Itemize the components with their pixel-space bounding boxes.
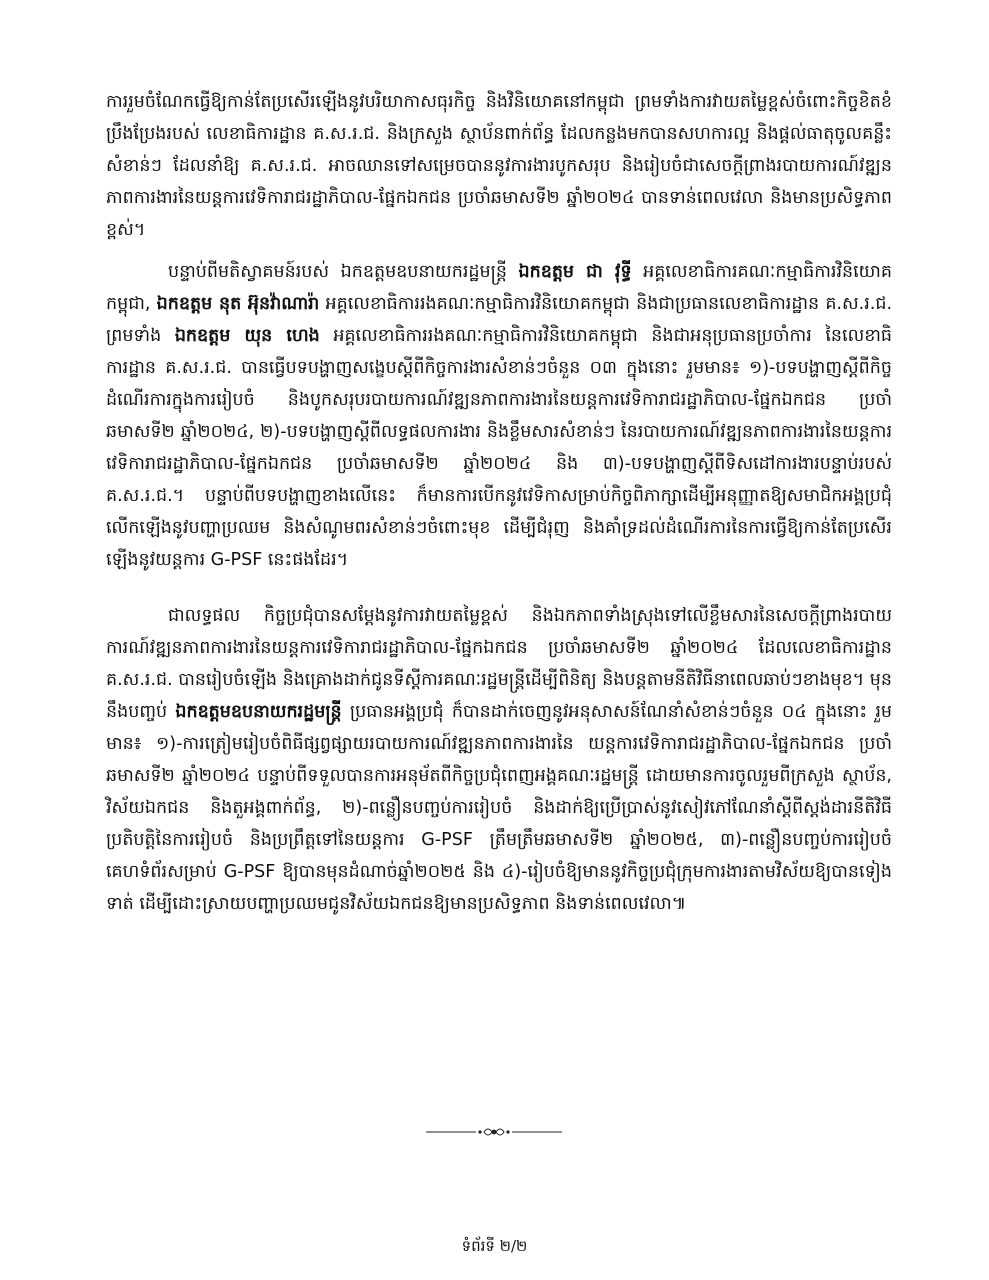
- paragraph-2: [106, 256, 892, 576]
- paragraph-1-text: ការរួមចំណែកធ្វើឱ្យកាន់តែប្រសើរឡើងនូវបរិយាកាសធុរកិច្ច និងវិនិយោគនៅកម្ពុជា ព្រមទាំងការវាយតម្លៃខ្ពស់ចំពោះកិច្ចខិតខំប្រឹងប្រែងរបស់ លេខាធិការដ្ឋាន គ.ស.រ.ជ. និងក្រសួង ស្ថាប័នពាក់ព័ន្ធ ដែលកន្លងមកបានសហការល្អ និងផ្តល់ធាតុចូលគន្លឹះសំខាន់ៗ ដែលនាំឱ្យ គ.ស.រ.ជ. អាចឈានទៅសម្រេចបាននូវការងារបូកសរុប និងរៀបចំជាសេចក្តីព្រាងរបាយការណ៍វឌ្ឍនភាពការងារនៃយន្តការវេទិការាជរដ្ឋាភិបាល-ផ្នែកឯកជន ប្រចាំឆមាសទី២ ឆ្នាំ២០២៤ បានទាន់ពេលវេលា និងមានប្រសិទ្ធភាពខ្ពស់។: [106, 92, 892, 240]
- official-name-yun-heng: ឯកឧត្តម យុន ហេង: [174, 326, 320, 346]
- document-body: [106, 86, 892, 920]
- paragraph-2-text-b: អគ្គលេខាធិការគណៈកម្មាធិការវិនិយោគកម្ពុជា,: [106, 262, 892, 314]
- paragraph-3-text-a: ជាលទ្ធផល កិច្ចប្រជុំបានសម្តែងនូវការវាយតម្លៃខ្ពស់ និងឯកភាពទាំងស្រុងទៅលើខ្លឹមសារនៃសេចក្តីព្រាងរបាយការណ៍វឌ្ឍនភាពការងារនៃយន្តការវេទិការាជរដ្ឋាភិបាល-ផ្នែកឯកជន ប្រចាំឆមាសទី២ ឆ្នាំ២០២៤ ដែលលេខាធិការដ្ឋាន គ.ស.រ.ជ. បានរៀបចំឡើង និងគ្រោងដាក់ជូនទីស្តីការគណៈរដ្ឋមន្ត្រីដើម្បីពិនិត្យ និងបន្តតាមនីតិវិធីនាពេលឆាប់ៗខាងមុខ។ មុននឹងបញ្ចប់: [106, 606, 892, 722]
- paragraph-3-text-b: ប្រធានអង្គប្រជុំ ក៏បានដាក់ចេញនូវអនុសាសន៍ណែនាំសំខាន់ៗចំនួន ០៤ ក្នុងនោះ រួមមាន៖ ១)-ការត្រៀមរៀបចំពិធីផ្សព្វផ្សាយរបាយការណ៍វឌ្ឍនភាពការងារនៃ យន្តការវេទិការាជរដ្ឋាភិបាល-ផ្នែកឯកជន ប្រចាំឆមាសទី២ ឆ្នាំ២០២៤ បន្ទាប់ពីទទួលបានការអនុម័តពីកិច្ចប្រជុំពេញអង្គគណៈរដ្ឋមន្ត្រី ដោយមានការចូលរួមពីក្រសួង ស្ថាប័ន, វិស័យឯកជន និងតួអង្គពាក់ព័ន្ធ, ២)-ពន្លឿនបញ្ចប់ការរៀបចំ និងដាក់ឱ្យប្រើប្រាស់នូវសៀវភៅណែនាំស្តីពីស្តង់ដារនីតិវិធីប្រតិបត្តិនៃការរៀបចំ និងប្រព្រឹត្តទៅនៃយន្តការ G-PSF ត្រឹមត្រឹមឆមាសទី២ ឆ្នាំ២០២៥, ៣)-ពន្លឿនបញ្ចប់ការរៀបចំគេហទំព័រសម្រាប់ G-PSF ឱ្យបានមុនដំណាច់ឆ្នាំ២០២៥ និង ៤)-រៀបចំឱ្យមាននូវកិច្ចប្រជុំក្រុមការងារតាមវិស័យឱ្យបានទៀងទាត់ ដើម្បីដោះស្រាយបញ្ហាប្រឈមជូនវិស័យឯកជនឱ្យមានប្រសិទ្ធភាព និងទាន់ពេលវេលា៕: [106, 702, 892, 914]
- paragraph-3: [106, 600, 892, 920]
- deputy-prime-minister-title: ឯកឧត្តមឧបនាយករដ្ឋមន្ត្រី: [175, 702, 342, 722]
- paragraph-2-text-c: អគ្គលេខាធិការរងគណៈកម្មាធិការវិនិយោគកម្ពុជា និងជាប្រធានលេខាធិការដ្ឋាន គ.ស.រ.ជ. ព្រមទាំង: [106, 294, 893, 346]
- official-name-nut-unvanra: ឯកឧត្តម នុត អ៊ុនវ៉ាណារ៉ា: [156, 294, 320, 314]
- paragraph-1: [106, 86, 892, 246]
- paragraph-2-text-a: បន្ទាប់ពីមតិស្វាគមន៍របស់ ឯកឧត្តមឧបនាយករដ្ឋមន្ត្រី: [168, 262, 519, 282]
- ornament-divider-icon: [424, 1124, 564, 1140]
- page-number: ទំព័រទី ២/២: [461, 1237, 528, 1255]
- official-name-chea-vuthy: ឯកឧត្តម ជា វុទ្ធី: [518, 262, 632, 282]
- paragraph-2-text-d: អគ្គលេខាធិការរងគណៈកម្មាធិការវិនិយោគកម្ពុជា និងជាអនុប្រធានប្រចាំការ នៃលេខាធិការដ្ឋាន គ.ស.រ.ជ. បានធ្វើបទបង្ហាញសង្ខេបស្តីពីកិច្ចការងារសំខាន់ៗចំនួន ០៣ ក្នុងនោះ រួមមាន៖ ១)-បទបង្ហាញស្តីពីកិច្ចដំណើរការក្នុងការរៀបចំ និងបូកសរុបរបាយការណ៍វឌ្ឍនភាពការងារនៃយន្តការវេទិការាជរដ្ឋាភិបាល-ផ្នែកឯកជន ប្រចាំឆមាសទី២ ឆ្នាំ២០២៤, ២)-បទបង្ហាញស្តីពីលទ្ធផលការងារ និងខ្លឹមសារសំខាន់ៗ នៃរបាយការណ៍វឌ្ឍនភាពការងារនៃយន្តការវេទិការាជរដ្ឋាភិបាល-ផ្នែកឯកជន ប្រចាំឆមាសទី២ ឆ្នាំ២០២៤ និង ៣)-បទបង្ហាញស្តីពីទិសដៅការងារបន្ទាប់របស់ គ.ស.រ.ជ.។ បន្ទាប់ពីបទបង្ហាញខាងលើនេះ ក៏មានការបើកនូវវេទិកាសម្រាប់កិច្ចពិភាក្សាដើម្បីអនុញ្ញាតឱ្យសមាជិកអង្គប្រជុំលើកឡើងនូវបញ្ហាប្រឈម និងសំណូមពរសំខាន់ៗចំពោះមុខ ដើម្បីជំរុញ និងគាំទ្រដល់ដំណើរការនៃការធ្វើឱ្យកាន់តែប្រសើរឡើងនូវយន្តការ G-PSF នេះផងដែរ។: [106, 326, 893, 570]
